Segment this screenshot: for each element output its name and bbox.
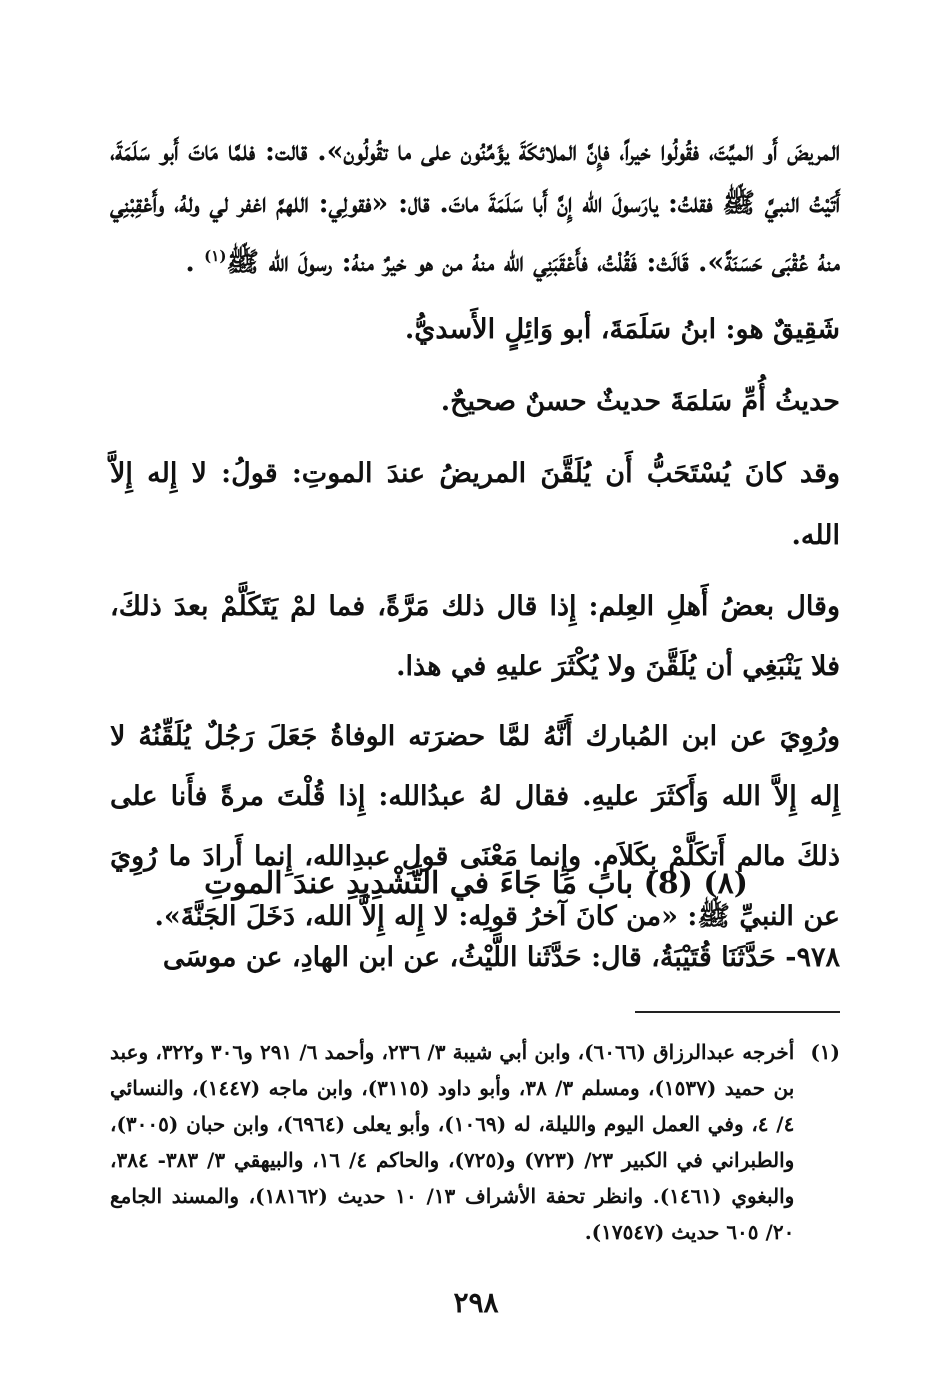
paragraph-1-text: المريضَ أَو الميِّتَ، فقُولُوا خيراً، فإِنَّ الملائكَةَ يؤَمِّنُون على ما تقُولُون». قالت: فلمَّا مَاتَ أَبو سَلَمَةَ، أَتَيْتُ النبيَّ ﷺ فقلتُ: يارَسولَ الله إِنَّ أَبا سَلَمَةَ ماتَ. قال: «فقولِي: اللهمَّ اغفر لي ولهُ، وأَعْقِبْنِي منهُ عُقْبَى حَسَنَةً». قَالَتْ: فَقُلْتُ، فأَعْقَبَنِي الله منهُ من هو خيرٌ منهُ: رسولَ الله ﷺ [110, 136, 840, 278]
footnote-reference: (١) [204, 247, 227, 265]
footnote-text: أخرجه عبدالرزاق (٦٠٦٦)، وابن أبي شيبة ٣/ ٢٣٦، وأحمد ٦/ ٢٩١ و٣٠٦ و٣٢٢، وعبد بن حميد (١٥٣٧)، ومسلم ٣/ ٣٨، وأبو داود (٣١١٥)، وابن ماجه (١٤٤٧)، والنسائي ٤/ ٤، وفي العمل اليوم والليلة، له (١٠٦٩)، وأبو يعلى (٦٩٦٤)، وابن حبان (٣٠٠٥)، والطبراني في الكبير ٢٣/ (٧٢٣) و(٧٢٥)، والحاكم ٤/ ١٦، والبيهقي ٣/ ٣٨٣- ٣٨٤، والبغوي (١٤٦١). وانظر تحفة الأشراف ١٣/ ١٠ حديث (١٨١٦٢)، والمسند الجامع ٢٠/ ٦٠٥ حديث (١٧٥٤٧). [110, 1040, 795, 1244]
paragraph-4: وقد كانَ يُسْتَحَبُّ أَن يُلَقَّنَ المريضُ عندَ الموتِ: قولُ: لا إِله إِلاَّ الله. [110, 458, 840, 551]
main-text [110, 126, 840, 947]
page-number: ٢٩٨ [453, 1286, 499, 1319]
hadith-978-start: ٩٧٨- حَدَّثَنَا قُتَيْبَةُ، قال: حَدَّثَنا اللَّيْثُ، عن ابن الهادِ، عن موسَى [162, 942, 840, 973]
footnote [110, 1034, 840, 1250]
paragraph-2: شَقِيقٌ هو: ابنُ سَلَمَةَ، أبو وَائِلٍ الأَسديُّ. [404, 314, 840, 345]
paragraph-3: حديثُ أُمِّ سَلمَةَ حديثٌ حسنٌ صحيحٌ. [440, 386, 840, 417]
paragraph-6: ورُوِيَ عن ابن المُبارك أَنَّهُ لمَّا حضرَته الوفاةُ جَعَلَ رَجُلٌ يُلَقِّنُهُ لا إِله إِلاَّ الله وَأَكثَرَ عليهِ. فقال لهُ عبدُالله: إِذا قُلْتَ مرةً فأَنا على ذلكَ مالم أَتكَلَّمْ بِكَلاَمٍ. وإِنما مَعْنَى قولِ عبدِالله، إِنما أَرادَ ما رُوِيَ عن النبيِّ ﷺ: «من كانَ آخرُ قولِه: لا إِله إِلاَّ الله، دَخَلَ الجَنَّةَ». [110, 721, 840, 932]
chapter-heading: (٨) (8) باب مَا جَاءَ في التَّشْدِيدِ عندَ الموتِ [204, 866, 748, 901]
paragraph-1: المريضَ أَو الميِّتَ، فقُولُوا خيراً، فإِنَّ الملائكَةَ يؤَمِّنُون على ما تقُولُون». قالت: فلمَّا مَاتَ أَبو سَلَمَةَ، أَتَيْتُ النبيَّ ﷺ فقلتُ: يارَسولَ الله إِنَّ أَبا سَلَمَةَ ماتَ. قال: «فقولِي: اللهمَّ اغفر لي ولهُ، وأَعْقِبْنِي منهُ عُقْبَى حَسَنَةً». قَالَتْ: فَقُلْتُ، فأَعْقَبَنِي الله منهُ من هو خيرٌ منهُ: رسولَ الله ﷺ$^{(١)}$ . [110, 136, 840, 278]
paragraph-5: وقال بعضُ أَهلِ العِلم: إِذا قال ذلك مَرَّةً، فما لمْ يَتَكَلَّمْ بعدَ ذلكَ، فلا يَنْبَغِي أن يُلَقَّنَ ولا يُكْثَرَ عليهِ في هذا. [110, 591, 840, 682]
footnote-divider [635, 1011, 840, 1013]
footnote-number: (١) [810, 1040, 840, 1064]
